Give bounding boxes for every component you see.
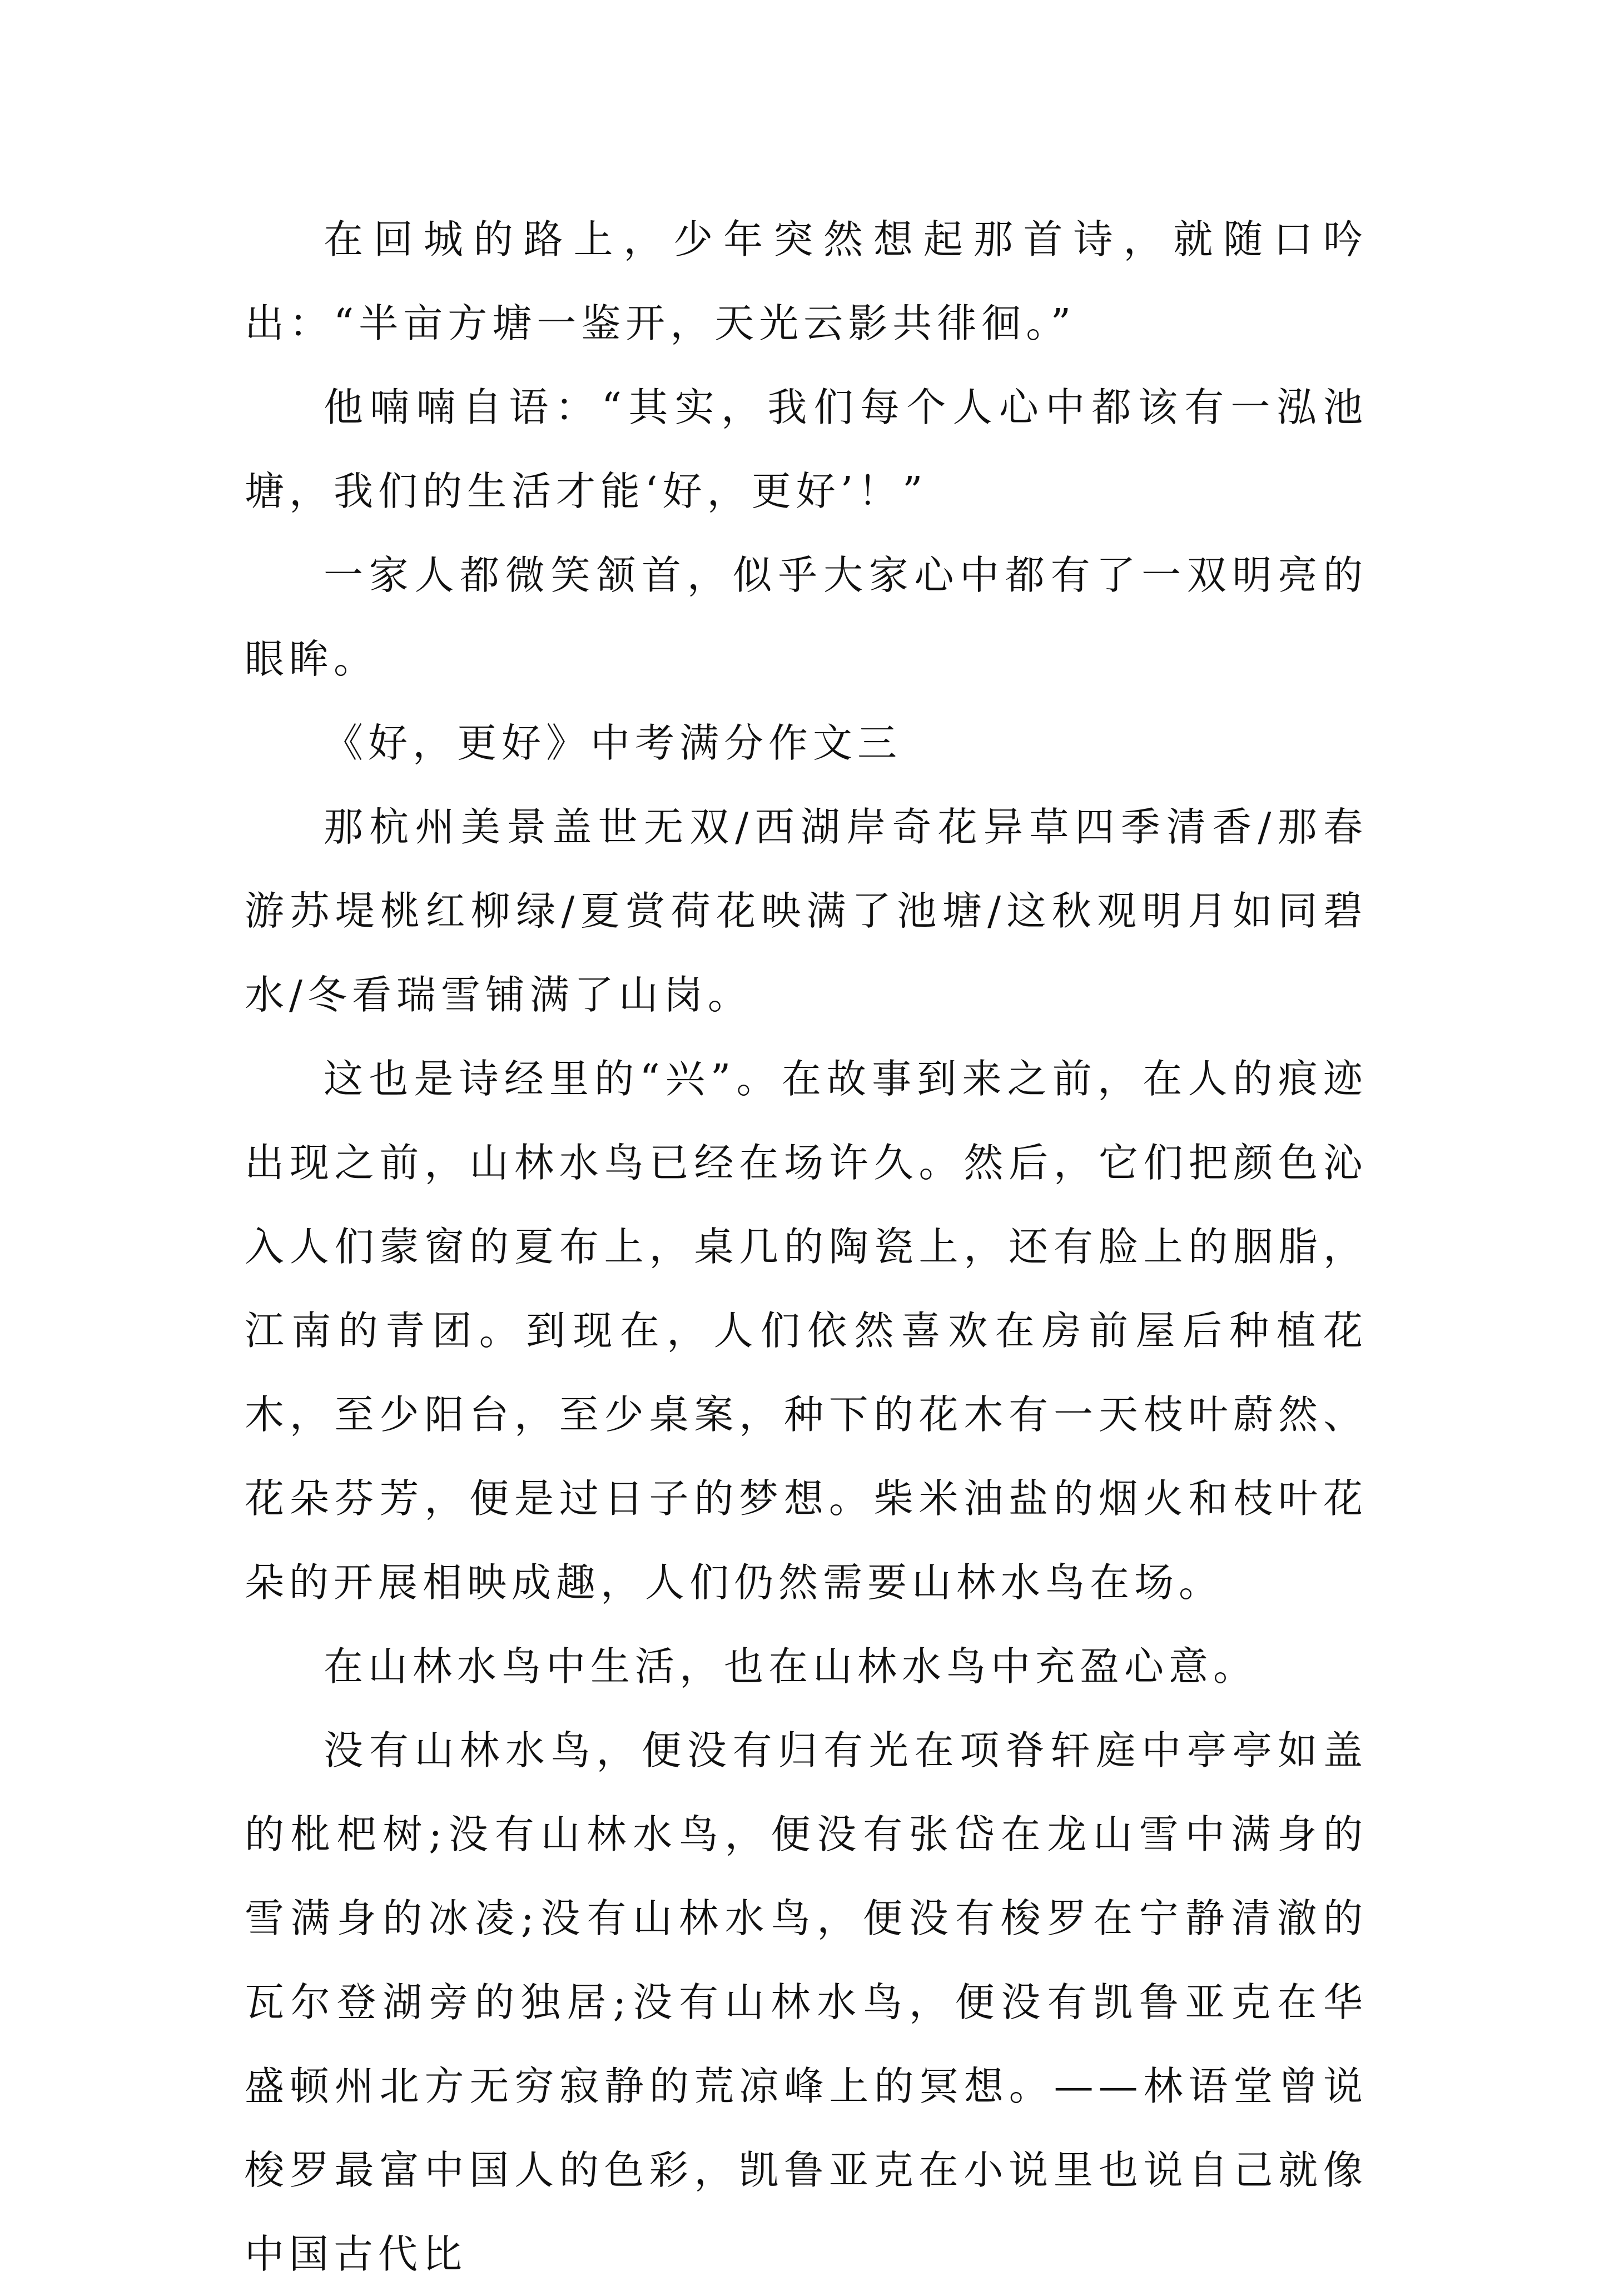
paragraph-murmur: 他喃喃自语：“其实，我们每个人心中都该有一泓池塘，我们的生活才能‘好，更好’！”	[245, 384, 1368, 514]
document-body	[245, 197, 1368, 2296]
paragraph-hangzhou-scenery: 那杭州美景盖世无双/西湖岸奇花异草四季清香/那春游苏堤桃红柳绿/夏赏荷花映满了池塘/这秋观明月如同碧水/冬看瑞雪铺满了山岗。	[245, 804, 1368, 1018]
paragraph-family-nod: 一家人都微笑颔首，似乎大家心中都有了一双明亮的眼眸。	[245, 552, 1368, 682]
paragraph-without-nature: 没有山林水鸟，便没有归有光在项脊轩庭中亭亭如盖的枇杷树;没有山林水鸟，便没有张岱在龙山雪中满身的雪满身的冰凌;没有山林水鸟，便没有梭罗在宁静清澈的瓦尔登湖旁的独居;没有山林水鸟，便没有凯鲁亚克在华盛顿州北方无穷寂静的荒凉峰上的冥想。——林语堂曾说梭罗最富中国人的色彩，凯鲁亚克在小说里也说自己就像中国古代比	[245, 1727, 1368, 2277]
paragraph-return-journey: 在回城的路上，少年突然想起那首诗，就随口吟出：“半亩方塘一鉴开，天光云影共徘徊。”	[245, 216, 1368, 346]
section-title: 《好，更好》中考满分作文三	[324, 720, 902, 766]
paragraph-xing: 这也是诗经里的“兴”。在故事到来之前，在人的痕迹出现之前，山林水鸟已经在场许久。然后，它们把颜色沁入人们蒙窗的夏布上，桌几的陶瓷上，还有脸上的胭脂，江南的青团。到现在，人们依然喜欢在房前屋后种植花木，至少阳台，至少桌案，种下的花木有一天枝叶蔚然、花朵芬芳，便是过日子的梦想。柴米油盐的烟火和枝叶花朵的开展相映成趣，人们仍然需要山林水鸟在场。	[245, 1056, 1368, 1606]
paragraph-living-among-nature: 在山林水鸟中生活，也在山林水鸟中充盈心意。	[324, 1643, 1258, 1689]
